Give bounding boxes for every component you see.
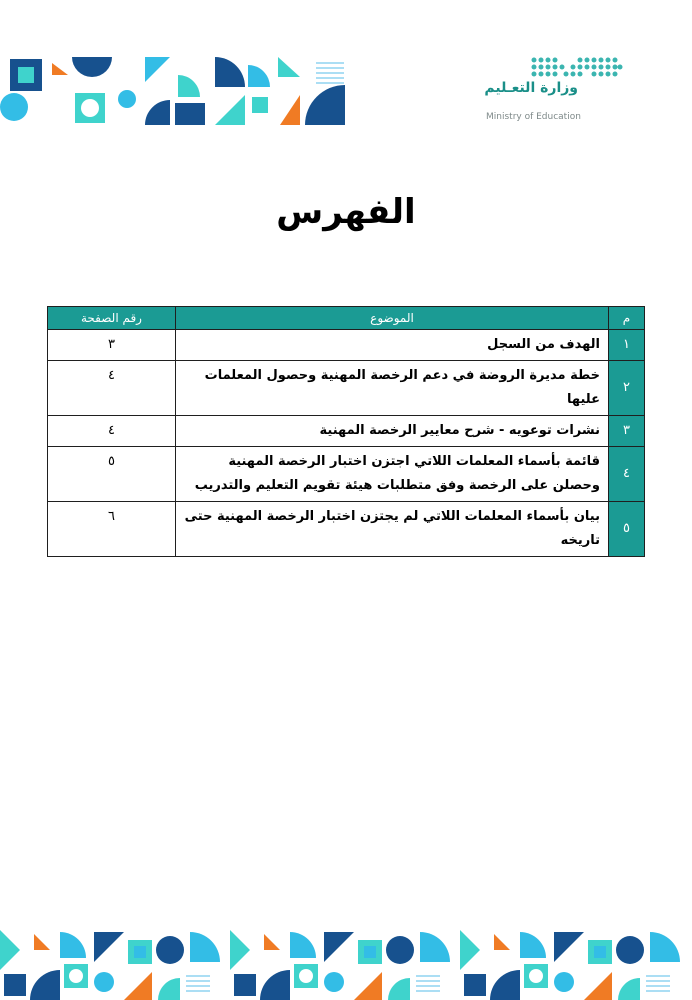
- row-number: ٣: [609, 416, 645, 447]
- footer-pattern: [0, 930, 692, 1000]
- row-number: ٤: [609, 447, 645, 502]
- row-page-number: ٤: [48, 361, 176, 416]
- table-row: [48, 447, 645, 502]
- row-page-number: ٣: [48, 330, 176, 361]
- logo-arabic-text: وزارة التعـليم: [484, 80, 578, 96]
- row-topic: قائمة بأسماء المعلمات اللاتي اجتزن اختبار الرخصة المهنية وحصلن على الرخصة وفق متطلبات هيئة تقويم التعليم والتدريب: [176, 447, 609, 502]
- row-topic: نشرات توعويه - شرح معايير الرخصة المهنية: [176, 416, 609, 447]
- row-page-number: ٥: [48, 447, 176, 502]
- header-number: م: [609, 307, 645, 330]
- row-topic: خطة مديرة الروضة في دعم الرخصة المهنية وحصول المعلمات عليها: [176, 361, 609, 416]
- header-pattern: [0, 55, 346, 125]
- table-row: [48, 361, 645, 416]
- row-page-number: ٤: [48, 416, 176, 447]
- row-number: ٢: [609, 361, 645, 416]
- table-row: [48, 502, 645, 557]
- header-page-number: رقم الصفحة: [48, 307, 176, 330]
- ministry-logo: [486, 52, 626, 127]
- row-topic: بيان بأسماء المعلمات اللاتي لم يجتزن اختبار الرخصة المهنية حتى تاريخه: [176, 502, 609, 557]
- page-title: الفهرس: [276, 192, 416, 232]
- table-row: [48, 330, 645, 361]
- table-row: [48, 416, 645, 447]
- table-of-contents: [47, 306, 645, 557]
- logo-english-text: Ministry of Education: [486, 112, 581, 122]
- row-number: ٥: [609, 502, 645, 557]
- header-topic: الموضوع: [176, 307, 609, 330]
- row-page-number: ٦: [48, 502, 176, 557]
- table-header-row: [48, 307, 645, 330]
- row-topic: الهدف من السجل: [176, 330, 609, 361]
- row-number: ١: [609, 330, 645, 361]
- logo-dots-icon: [530, 56, 624, 78]
